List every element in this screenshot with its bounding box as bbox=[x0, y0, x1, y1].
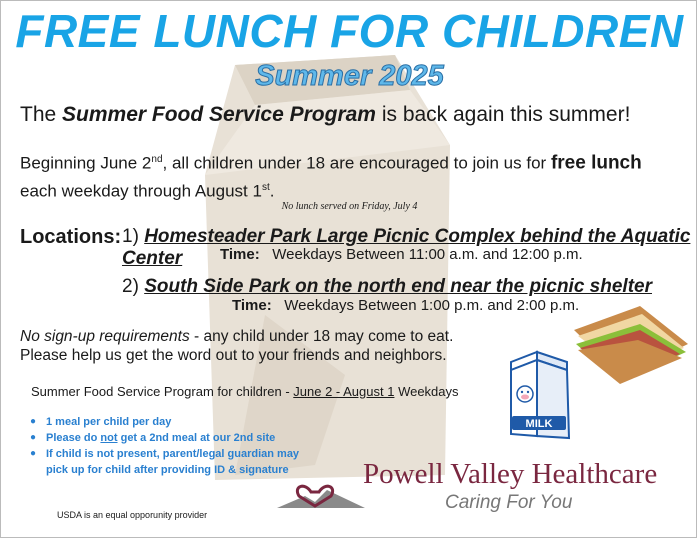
intro-suffix: is back again this summer! bbox=[381, 103, 631, 126]
program-dates: June 2 - August 1 bbox=[293, 384, 395, 399]
free-lunch-text: free lunch bbox=[550, 152, 642, 174]
no-signup-paragraph bbox=[20, 327, 453, 365]
flyer-title: FREE LUNCH FOR CHILDREN bbox=[15, 5, 684, 57]
location-2-name: South Side Park on the north end near the picnic shelter bbox=[144, 276, 652, 297]
rule-second-meal-end: get a 2nd meal at our 2nd site bbox=[120, 432, 276, 444]
begin-end: . bbox=[269, 181, 275, 201]
begin-sup-nd: nd bbox=[151, 154, 163, 165]
list-item bbox=[30, 414, 306, 430]
help-spread-word: Please help us get the word out to your friends and neighbors. bbox=[20, 347, 447, 364]
program-dates-line bbox=[31, 384, 459, 399]
program-name: Summer Food Service Program bbox=[62, 103, 376, 126]
list-item bbox=[30, 446, 306, 478]
begin-text-1: Beginning June 2 bbox=[20, 153, 152, 173]
no-signup-italic: No sign-up requirements bbox=[20, 328, 190, 345]
flyer-subtitle: Summer 2025 bbox=[255, 60, 444, 92]
location-2 bbox=[122, 276, 652, 298]
location-2-time-label: Time: bbox=[232, 297, 272, 314]
milk-label: MILK bbox=[525, 418, 553, 430]
location-1-number: 1) bbox=[122, 226, 139, 247]
organization-tagline: Caring For You bbox=[445, 492, 573, 513]
location-2-time-value: Weekdays Between 1:00 p.m. and 2:00 p.m. bbox=[284, 297, 580, 314]
usda-statement: USDA is an equal opporunity provider bbox=[57, 510, 208, 520]
beginning-paragraph bbox=[20, 148, 660, 203]
heart-logo-icon bbox=[275, 470, 367, 512]
rule-pickup: If child is not present, parent/legal guardian may pick up for child after providing ID & signature bbox=[46, 448, 300, 476]
location-2-number: 2) bbox=[122, 276, 139, 297]
program-suffix: Weekdays bbox=[394, 384, 459, 399]
rules-list bbox=[30, 414, 306, 478]
location-2-time bbox=[232, 297, 579, 314]
location-1-time bbox=[220, 246, 583, 263]
intro-line bbox=[20, 103, 630, 127]
list-item bbox=[30, 430, 306, 446]
sandwich-icon bbox=[570, 300, 692, 385]
begin-text-2: , all children under 18 are encouraged to join us for bbox=[162, 153, 547, 173]
organization-name: Powell Valley Healthcare bbox=[363, 458, 658, 490]
rule-second-meal-not: not bbox=[100, 432, 118, 444]
begin-sup-st: st bbox=[261, 181, 270, 193]
rule-one-meal: 1 meal per child per day bbox=[46, 416, 172, 428]
intro-prefix: The bbox=[20, 103, 57, 126]
program-prefix: Summer Food Service Program for children - bbox=[31, 384, 294, 399]
location-1-name: Homesteader Park Large Picnic Complex behind the Aquatic Center bbox=[122, 226, 691, 269]
location-1-time-value: Weekdays Between 11:00 a.m. and 12:00 p.m. bbox=[272, 246, 583, 263]
milk-carton-icon bbox=[497, 348, 575, 440]
no-signup-rest: - any child under 18 may come to eat. bbox=[189, 328, 454, 345]
holiday-note: No lunch served on Friday, July 4 bbox=[281, 201, 418, 212]
locations-label: Locations: bbox=[20, 226, 122, 248]
location-1-time-label: Time: bbox=[220, 246, 260, 263]
begin-text-3: each weekday through August 1 bbox=[20, 181, 262, 201]
rule-second-meal-start: Please do bbox=[46, 432, 98, 444]
